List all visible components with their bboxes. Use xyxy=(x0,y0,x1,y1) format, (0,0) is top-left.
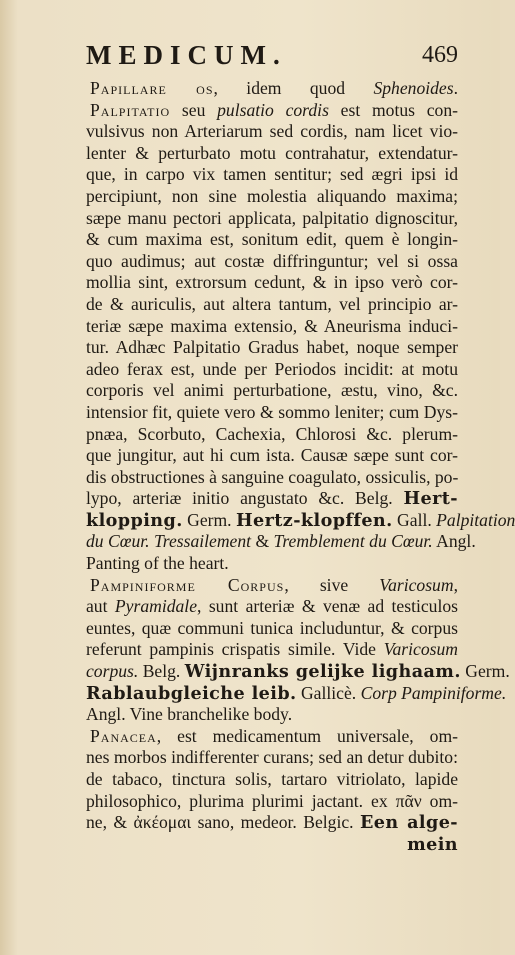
text-line xyxy=(86,509,515,532)
headword: Palpitatio xyxy=(90,99,171,120)
running-head: MEDICUM. xyxy=(86,40,287,70)
text-run: Angl. Vine branchelike body. xyxy=(86,704,293,725)
blackletter-text: Een alge- xyxy=(359,812,458,834)
text-line xyxy=(86,553,458,575)
text-line xyxy=(86,769,458,791)
text-line xyxy=(86,618,458,640)
dictionary-entry xyxy=(86,78,458,100)
text-line xyxy=(86,747,458,769)
entry-first-line xyxy=(86,726,458,748)
text-line xyxy=(86,143,458,165)
page-header xyxy=(86,40,458,74)
text-run: seu xyxy=(170,99,218,120)
page-body xyxy=(86,78,515,855)
text-line xyxy=(86,424,458,446)
italic-text: pulsatio cordis xyxy=(217,99,329,120)
text-run: Belg. xyxy=(138,661,185,682)
text-run: aut xyxy=(86,596,115,617)
text-line xyxy=(86,445,458,467)
text-run: que, in carpo vix tamen sentitur; sed ægri ipsi id xyxy=(86,164,458,185)
text-run: philosophico, plurima plurimi jactant. ex πᾶν om- xyxy=(86,790,458,811)
text-line xyxy=(86,164,458,186)
text-line xyxy=(86,467,458,489)
text-run: est motus con- xyxy=(328,99,459,120)
text-run: percipiunt, non sine molestia aliquando maxima; xyxy=(86,185,458,206)
italic-text: Tremblement du Cœur. xyxy=(273,531,433,552)
text-run: & xyxy=(251,531,274,552)
italic-text: Palpitation xyxy=(436,509,515,530)
headword: Panacea xyxy=(90,725,157,746)
text-run: de tabaco, tinctura solis, tartaro vitriolato, lapide xyxy=(86,769,458,789)
italic-text: Varicosum xyxy=(383,639,458,660)
blackletter-text: Hertz-klopffen. xyxy=(235,509,393,531)
text-run: Germ. xyxy=(182,509,236,530)
headword: Papillare os xyxy=(90,78,214,98)
entry-first-line xyxy=(86,100,458,122)
text-run: Gallicè. xyxy=(296,682,361,703)
blackletter-text: Wijnranks gelijke lighaam. xyxy=(184,661,461,683)
text-line xyxy=(86,402,458,424)
page-number: 469 xyxy=(422,42,458,68)
text-run: intensior fit, quiete vero & sommo leniter; cum Dys- xyxy=(86,401,458,422)
headword: Pampiniforme Corpus xyxy=(90,574,285,595)
blackletter-text: klopping. xyxy=(86,509,183,531)
entry-first-line xyxy=(86,575,458,597)
text-line xyxy=(86,661,510,683)
dictionary-entry xyxy=(86,574,510,726)
text-run: . xyxy=(453,78,458,98)
text-run: Gall. xyxy=(392,509,437,530)
text-run: , idem quod xyxy=(213,78,374,98)
entry-first-line xyxy=(86,78,458,100)
text-run: de & auriculis, aut altera tantum, vel principio ar- xyxy=(86,293,458,314)
italic-text: Sphenoides xyxy=(373,78,454,98)
text-run: teriæ sæpe maxima extensio, & Aneurisma induci- xyxy=(86,315,458,336)
text-run: , xyxy=(453,574,458,595)
text-line xyxy=(86,812,458,834)
text-line xyxy=(86,251,458,273)
text-run: mollia sint, extrorsum cedunt, & in ipso verò cor- xyxy=(86,272,458,293)
text-run: Germ. xyxy=(460,661,510,682)
text-run: , sive xyxy=(284,574,380,595)
text-run: Angl. xyxy=(432,531,476,552)
text-run: corporis vel animi perturbatione, æstu, vino, &c. xyxy=(86,380,458,401)
text-line xyxy=(86,380,458,402)
text-run: que jungitur, aut hi cum ista. Causæ sæpe sunt cor- xyxy=(86,445,458,466)
text-line xyxy=(86,186,458,208)
text-run: pnæa, Scorbuto, Cachexia, Chlorosi &c. plerum- xyxy=(86,423,458,444)
text-line xyxy=(86,488,458,510)
text-run: ne, & ἀκέομαι sano, medeor. Belgic. xyxy=(86,812,360,833)
text-run: sæpe manu pectori applicata, palpitatio dignoscitur, xyxy=(86,207,458,228)
text-line xyxy=(86,639,458,661)
text-line xyxy=(86,704,458,726)
catchword: mein xyxy=(407,833,458,855)
text-line xyxy=(86,359,458,381)
text-run: dis obstructiones à sanguine coagulato, ossiculis, po- xyxy=(86,466,459,487)
text-line xyxy=(86,316,458,338)
dictionary-entry xyxy=(86,726,458,834)
text-run: quo audimus; aut costæ diffringuntur; vel si ossa xyxy=(86,250,458,271)
text-line xyxy=(86,596,458,618)
blackletter-text: Rablaubgleiche leib. xyxy=(86,682,297,704)
text-run: tur. Adhæc Palpitatio Gradus habet, noque semper xyxy=(86,337,458,358)
italic-text: Corp Pampiniforme. xyxy=(360,682,507,703)
text-line xyxy=(86,682,507,705)
text-line xyxy=(86,791,458,813)
text-run: & cum maxima est, sonitum edit, quem è longin- xyxy=(86,229,458,250)
text-run: lenter & perturbato motu contrahatur, extendatur- xyxy=(86,142,458,163)
text-run: Panting of the heart. xyxy=(86,553,229,574)
text-line xyxy=(86,229,458,251)
text-line xyxy=(86,272,458,294)
text-line xyxy=(86,337,458,359)
text-line xyxy=(86,294,458,316)
italic-text: Pyramidale xyxy=(114,596,198,617)
text-run: vulsivus non Arteriarum sed cordis, nam licet vio- xyxy=(86,121,458,142)
italic-text: corpus. xyxy=(86,661,139,682)
text-run: euntes, quæ communi tunica includuntur, & corpus xyxy=(86,617,458,638)
italic-text: Varicosum xyxy=(379,574,454,595)
text-line xyxy=(86,121,458,143)
text-run: adeo ferax est, unde per Periodos incidit: at motu xyxy=(86,358,458,379)
blackletter-text: Hert- xyxy=(403,488,458,510)
text-run: lypo, arteriæ initio angustato &c. Belg. xyxy=(86,488,404,509)
text-line xyxy=(86,208,458,230)
text-run: referunt pampinis crispatis simile. Vide xyxy=(86,639,384,660)
text-line xyxy=(86,531,476,553)
italic-text: du Cœur. Tressailement xyxy=(86,531,252,552)
text-run: , sunt arteriæ & venæ ad testiculos xyxy=(197,596,458,617)
text-run: nes morbos indifferenter curans; sed an detur dubito: xyxy=(86,747,458,768)
text-run: , est medicamentum universale, om- xyxy=(156,725,458,746)
dictionary-entry xyxy=(86,99,515,575)
